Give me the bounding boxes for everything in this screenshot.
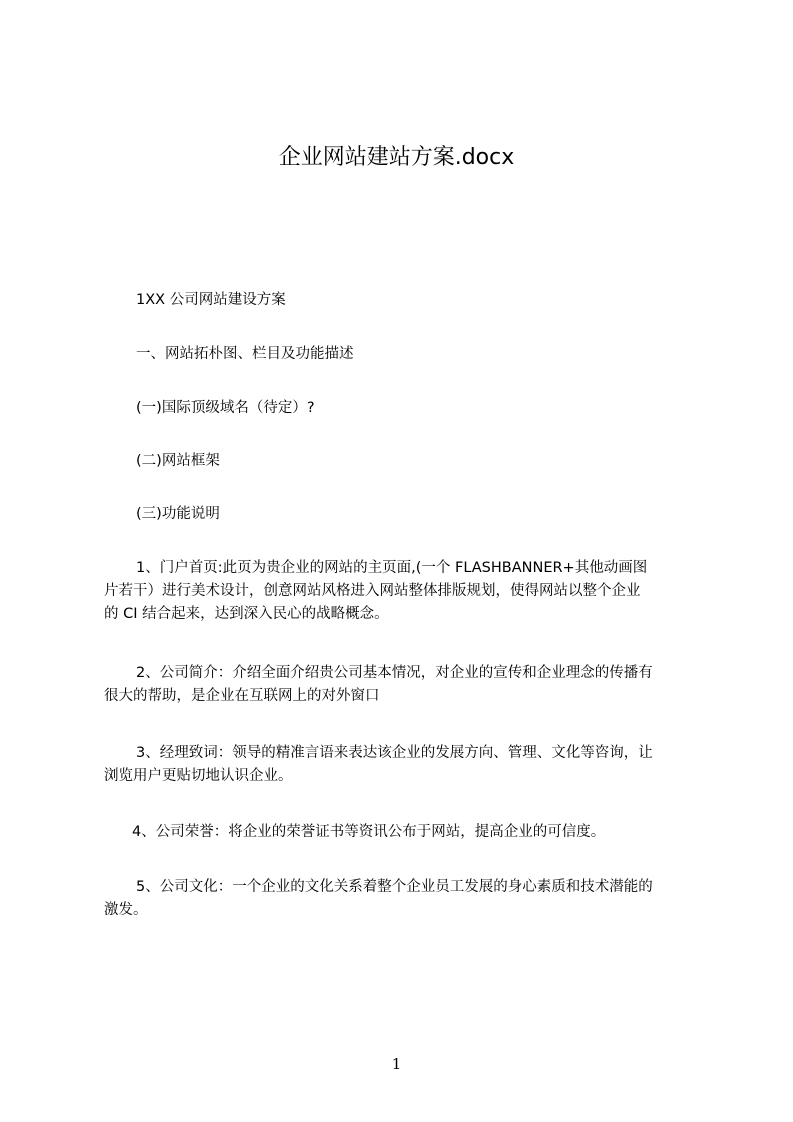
body-paragraph — [104, 821, 716, 844]
document-title: 企业网站建站方案.docx — [278, 145, 515, 170]
page-number: 1 — [391, 1055, 402, 1073]
text-line: (一)国际顶级域名（待定）? — [136, 400, 315, 416]
paragraph-heading — [104, 289, 716, 312]
text-line: (二)网站框架 — [136, 453, 220, 469]
body-paragraph — [104, 742, 716, 788]
body-paragraph — [104, 876, 716, 922]
text-line: 1、门户首页:此页为贵企业的网站的主页面,(一个 FLASHBANNER+其他动画图 — [136, 560, 648, 576]
text-line: 5、公司文化：一个企业的文化关系着整个企业员工发展的身心素质和技术潜能的 — [136, 879, 653, 895]
subsection-heading — [104, 450, 716, 473]
subsection-heading — [104, 503, 716, 526]
text-line: 2、公司简介：介绍全面介绍贵公司基本情况，对企业的宣传和企业理念的传播有 — [136, 665, 653, 681]
text-line: 一、网站拓朴图、栏目及功能描述 — [136, 346, 354, 362]
text-line: 的 CI 结合起来，达到深入民心的战略概念。 — [104, 606, 389, 622]
body-paragraph — [104, 557, 716, 626]
text-line: 片若干）进行美术设计，创意网站风格进入网站整体排版规划，使得网站以整个企业 — [104, 583, 641, 599]
text-line: 激发。 — [104, 902, 148, 918]
text-line: 4、公司荣誉：将企业的荣誉证书等资讯公布于网站，提高企业的可信度。 — [132, 824, 606, 840]
subsection-heading — [104, 397, 716, 420]
text-line: 3、经理致词：领导的精准言语来表达该企业的发展方向、管理、文化等咨询，让 — [136, 745, 653, 761]
section-heading — [104, 343, 716, 366]
text-line: 1XX 公司网站建设方案 — [136, 292, 286, 308]
text-line: 很大的帮助，是企业在互联网上的对外窗口 — [104, 688, 380, 704]
body-paragraph — [104, 662, 716, 708]
text-line: 浏览用户更贴切地认识企业。 — [104, 768, 293, 784]
text-line: (三)功能说明 — [136, 506, 220, 522]
